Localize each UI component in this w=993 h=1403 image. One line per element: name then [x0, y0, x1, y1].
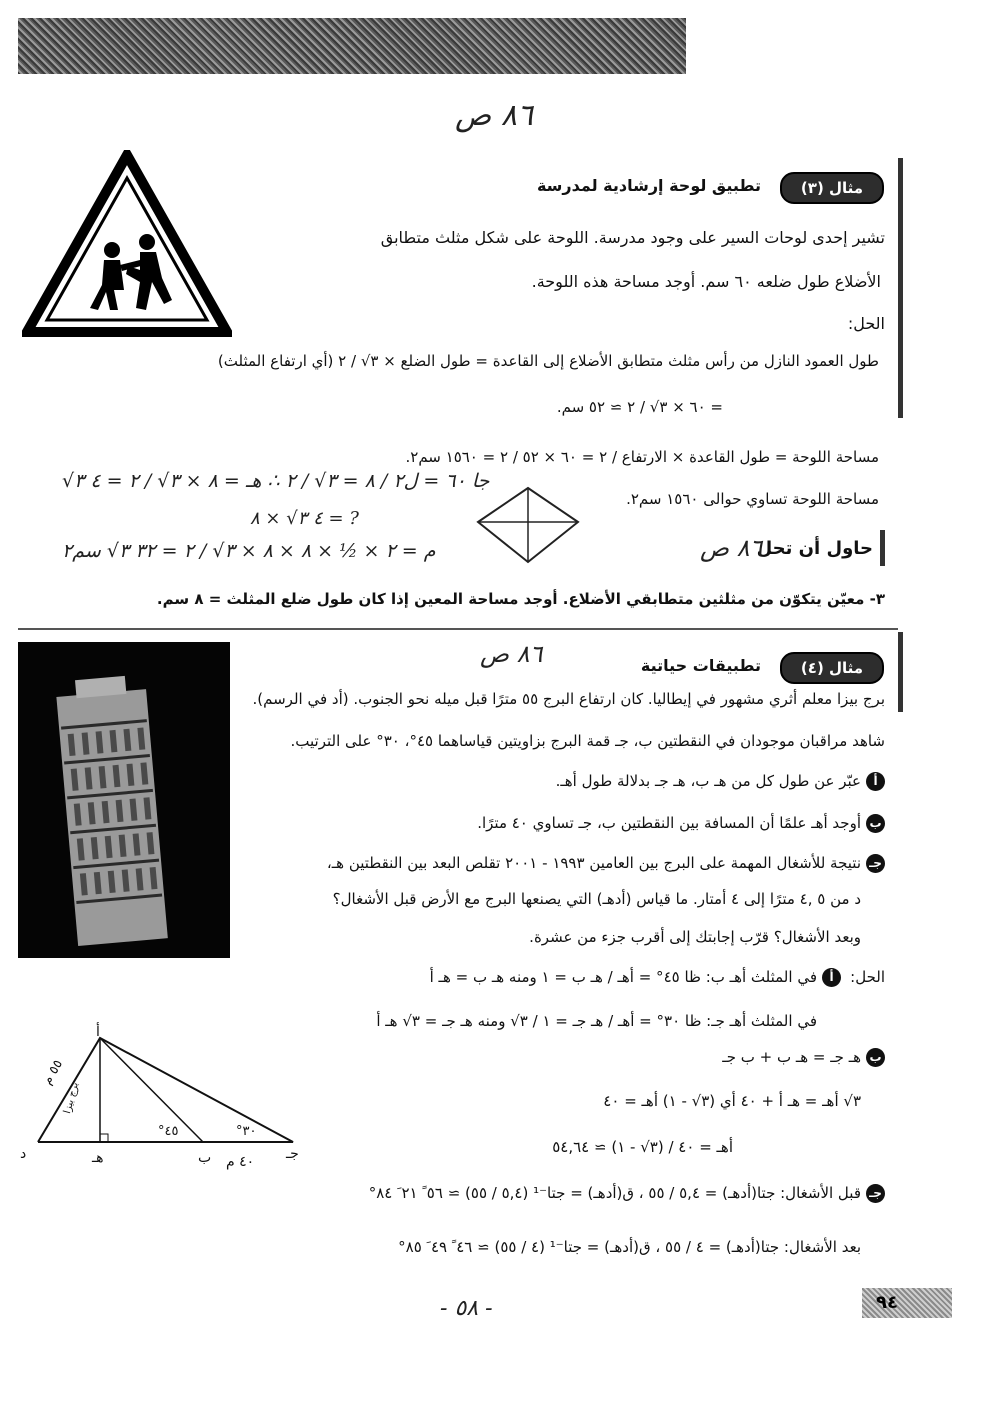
example3-title: تطبيق لوحة إرشادية لمدرسة: [536, 176, 761, 195]
example4-sol-c2: بعد الأشغال: جتا(أدهـ) = ٤ / ٥٥ ، ق(أدهـ) = جتا⁻¹ (٤ / ٥٥) ≃ ٤٦ ً ٤٩ َ ٨٥°: [398, 1238, 861, 1256]
diagram-side-label: ٥٥ م: [40, 1057, 67, 1088]
section-rule-2: [898, 632, 903, 712]
example4-part-a: عبّر عن طول كل من هـ ب، هـ جـ بدلالة طول أهـ.: [555, 772, 861, 790]
section-rule: [898, 158, 903, 418]
example3-sol2: = ٦٠ × ٣√ / ٢ ≃ ٥٢ سم.: [556, 398, 723, 416]
try-problem: ٣- معيّن يتكوّن من مثلثين متطابقي الأضلاع. أوجد مساحة المعين إذا كان طول ضلع المثلث = ٨ سم.: [156, 590, 885, 608]
try-label: حاول أن تحل: [756, 538, 873, 559]
diagram-tower-label: برج بيزا: [62, 1081, 81, 1115]
example4-sol-c1: قبل الأشغال: جتا(أدهـ) = ٥,٤ / ٥٥ ، ق(أدهـ) = جتا⁻¹ (٥,٤ / ٥٥) ≃ ٥٦ ً ٢١ َ ٨٤°: [368, 1184, 861, 1202]
pisa-tower-photo: [18, 642, 230, 958]
example4-label: مثال (٤): [780, 652, 884, 684]
example3-sol3: مساحة اللوحة = طول القاعدة × الارتفاع / ٢ = ٦٠ × ٥٢ / ٢ = ١٥٦٠ سم٢.: [405, 448, 879, 466]
example4-sol-b2: ٣√ أهـ = هـ أ + ٤٠ أي (٣√ - ١) أهـ = ٤٠: [603, 1092, 861, 1110]
part-b-badge: ب: [866, 814, 885, 833]
example4-sol-a2: في المثلث أهـ جـ: ظا ٣٠° = أهـ / هـ جـ = ١ / ٣√ ومنه هـ جـ = ٣√ هـ أ: [376, 1012, 817, 1030]
example4-handwritten: ٨٦ ص: [480, 640, 543, 668]
handwritten-title: ٨٦ ص: [455, 98, 534, 133]
handwritten-page-number: - ٥٨ -: [440, 1296, 493, 1321]
part-a-badge: أ: [866, 772, 885, 791]
handwritten-note-3: م = ٢ × ½ × ٨ × ٨ × ٣√ / ٢ = ٣٢ ٣√ سم٢: [62, 540, 436, 562]
diagram-label-d: د: [20, 1146, 27, 1162]
example4-part-b: أوجد أهـ علمًا أن المسافة بين النقطتين ب، جـ تساوي ٤٠ مترًا.: [477, 814, 861, 832]
handwritten-note-2: ? = ٤ ٣√ × ٨: [250, 508, 359, 529]
example3-line1: تشير إحدى لوحات السير على وجود مدرسة. اللوحة على شكل مثلث متطابق: [380, 228, 885, 247]
example4-part-c2: د من ٥ ,٤ مترًا إلى ٤ أمتار. ما قياس (أدهـ) التي يصنعها البرج مع الأرض قبل الأشغال؟: [332, 890, 861, 908]
example3-line2: الأضلاع طول ضلعه ٦٠ سم. أوجد مساحة هذه اللوحة.: [531, 272, 881, 291]
example3-solution-label: الحل:: [847, 314, 885, 333]
page-number: ٩٤: [862, 1288, 952, 1318]
school-sign-triangle: [22, 150, 232, 340]
rhombus-sketch: [470, 480, 585, 570]
divider: [18, 628, 898, 630]
diagram-distance: ٤٠ م: [226, 1154, 255, 1170]
example4-sol-b1: هـ جـ = هـ ب + ب جـ: [722, 1048, 861, 1066]
diagram-label-b: ب: [198, 1150, 212, 1166]
example4-part-c1: نتيجة للأشغال المهمة على البرج بين العامين ١٩٩٣ - ٢٠٠١ تقلص البعد بين النقطتين هـ،: [326, 854, 861, 872]
example4-solution-label: الحل:: [850, 968, 885, 986]
example4-line2: شاهد مراقبان موجودان في النقطتين ب، جـ قمة البرج بزاويتين قياساهما ٤٥°، ٣٠° على الترتيب.: [290, 732, 885, 750]
example4-part-c3: وبعد الأشغال؟ قرّب إجابتك إلى أقرب جزء من عشرة.: [529, 928, 861, 946]
part-c-badge: جـ: [866, 854, 885, 873]
try-rule: [880, 530, 885, 566]
diagram-angle-45: ٤٥°: [158, 1124, 179, 1139]
example3-label: مثال (٣): [780, 172, 884, 204]
example3-sol4: مساحة اللوحة تساوي حوالى ١٥٦٠ سم٢.: [626, 490, 879, 508]
sol-a-badge: أ: [822, 968, 841, 987]
example4-sol-b3: أهـ = ٤٠ / (٣√ - ١) ≃ ٥٤,٦٤: [552, 1138, 733, 1156]
example3-sol1: طول العمود النازل من رأس مثلث متطابق الأضلاع إلى القاعدة = طول الضلع × ٣√ / ٢ (أي ارتفاع المثلث): [217, 352, 879, 370]
diagram-label-h: هـ: [92, 1150, 104, 1166]
diagram-label-j: جـ: [286, 1146, 299, 1162]
diagram-label-a: أ: [96, 1024, 100, 1040]
example4-title: تطبيقات حياتية: [640, 656, 761, 675]
diagram-angle-30: ٣٠°: [236, 1124, 257, 1139]
example4-sol-a1: في المثلث أهـ ب: ظا ٤٥° = أهـ / هـ ب = ١ ومنه هـ ب = هـ أ: [429, 968, 817, 986]
handwritten-note-4: ٨٦ ص: [700, 534, 763, 562]
sol-c-badge: جـ: [866, 1184, 885, 1203]
sol-b-badge: ب: [866, 1048, 885, 1067]
header-bar: [18, 18, 686, 74]
example4-line1: برج بيزا معلم أثري مشهور في إيطاليا. كان ارتفاع البرج ٥٥ مترًا قبل ميله نحو الجنوب. (أد في الرسم).: [252, 690, 885, 708]
handwritten-note-1: جا ٦٠ = ل٢ / ٨ = ٣√ / ٢ ∴ هـ = ٨ × ٣√ / ٢ = ٤ ٣√: [62, 470, 490, 492]
